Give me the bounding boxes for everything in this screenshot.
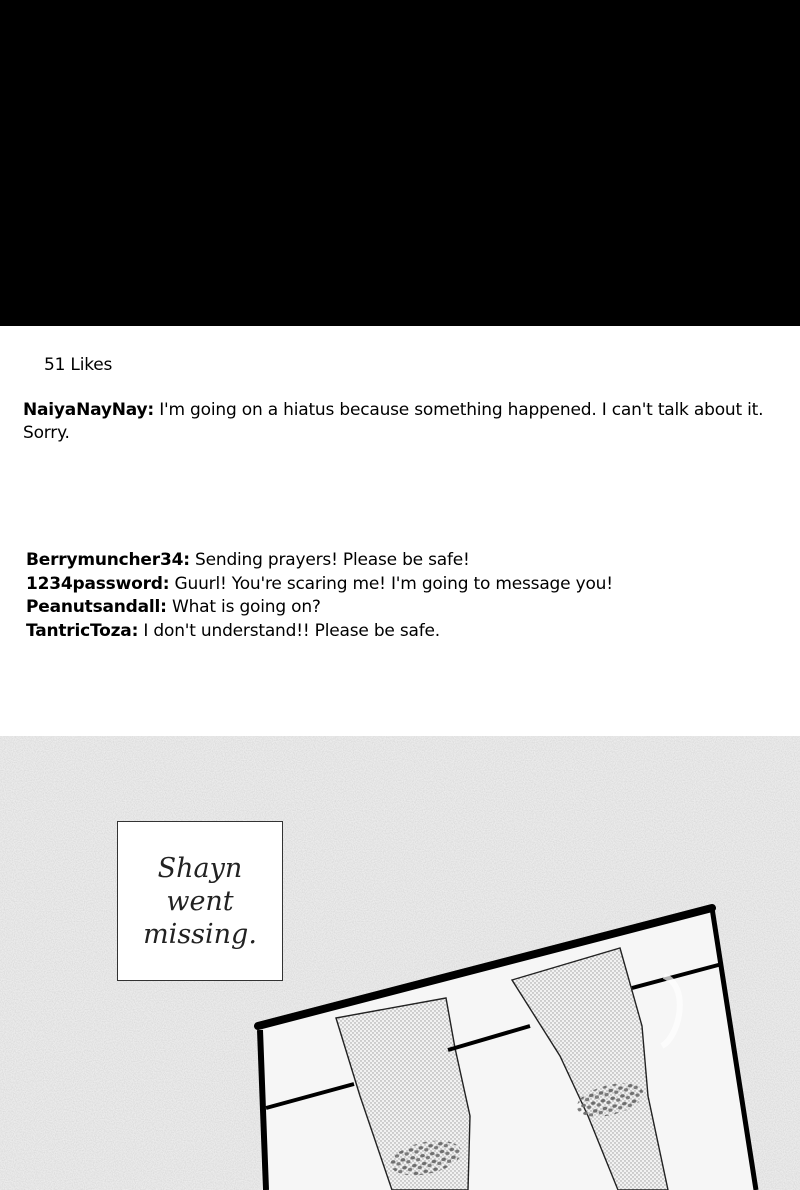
likes-count: 51 Likes [44, 355, 113, 375]
comment [26, 596, 796, 620]
caption-text: Shayn went missing. [143, 852, 257, 950]
comment-text: What is going on? [166, 597, 321, 617]
comment [26, 549, 796, 573]
comment-user: 1234password: [26, 573, 170, 594]
caption-box [117, 821, 283, 981]
comment [26, 620, 796, 644]
comment-text: Sending prayers! Please be safe! [189, 550, 470, 570]
black-panel [0, 0, 800, 326]
comment [26, 573, 796, 597]
post-author: NaiyaNayNay: [23, 400, 154, 420]
comment-user: Berrymuncher34: [26, 550, 190, 570]
comment-user: TantricToza: [26, 620, 139, 641]
comment-user: Peanutsandall: [26, 597, 167, 617]
comment-text: I don't understand!! Please be safe. [138, 620, 440, 641]
comment-text: Guurl! You're scaring me! I'm going to message you! [169, 573, 613, 594]
comment-list [26, 549, 796, 643]
post-text: I'm going on a hiatus because something happened. I can't talk about it. Sorry. [23, 400, 764, 443]
post [23, 399, 793, 445]
